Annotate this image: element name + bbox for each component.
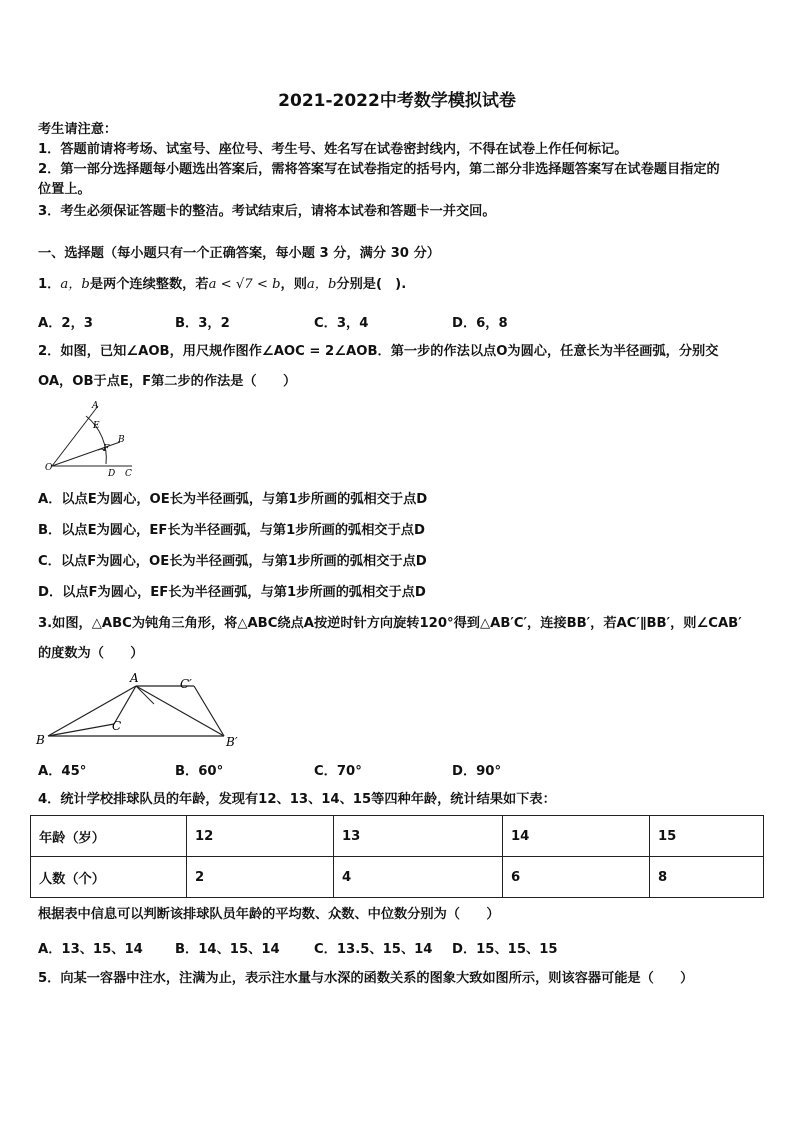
table-cell: 14 bbox=[503, 816, 650, 857]
notice-item: 2．第一部分选择题每小题选出答案后，需将答案写在试卷指定的括号内，第二部分非选择题答案写在试卷题目指定的 bbox=[38, 162, 720, 177]
figure-label: A bbox=[92, 401, 99, 411]
q4-option-d[interactable]: D．15、15、15 bbox=[452, 942, 558, 957]
q3-option-b[interactable]: B．60° bbox=[175, 764, 224, 779]
figure-label: F bbox=[103, 444, 110, 454]
q2-option-d[interactable]: D．以点F为圆心，EF长为半径画弧，与第1步所画的弧相交于点D bbox=[38, 585, 426, 600]
q4-option-b[interactable]: B．14、15、14 bbox=[175, 942, 280, 957]
notice-heading: 考生请注意： bbox=[38, 122, 118, 137]
q1-variables: a，b bbox=[306, 277, 337, 292]
q3-option-d[interactable]: D．90° bbox=[452, 764, 502, 779]
q3-text: 的度数为（ ） bbox=[38, 646, 144, 661]
q3-text: 3.如图，△ABC为钝角三角形，将△ABC绕点A按逆时针方向旋转120°得到△AB′C′，连接BB′，若AC′∥BB′，则∠CAB′ bbox=[38, 616, 742, 631]
q1-variables: a，b bbox=[60, 277, 90, 292]
q4-text: 根据表中信息可以判断该排球队员年龄的平均数、众数、中位数分别为（ ） bbox=[38, 907, 500, 922]
figure-label: C bbox=[112, 719, 122, 733]
figure-label: C′ bbox=[180, 677, 192, 691]
q1-text: ，则 bbox=[280, 277, 307, 292]
q2-figure bbox=[40, 398, 150, 480]
figure-label: C bbox=[125, 469, 132, 479]
notice-item: 1．答题前请将考场、试室号、座位号、考生号、姓名写在试卷密封线内，不得在试卷上作任何标记。 bbox=[38, 142, 628, 157]
q1-option-a[interactable]: A．2，3 bbox=[38, 316, 93, 331]
figure-label: B bbox=[36, 733, 45, 747]
figure-label: B′ bbox=[226, 735, 238, 749]
table-cell: 4 bbox=[334, 857, 503, 898]
table-cell: 6 bbox=[503, 857, 650, 898]
q2-option-a[interactable]: A．以点E为圆心，OE长为半径画弧，与第1步所画的弧相交于点D bbox=[38, 492, 428, 507]
q1-option-b[interactable]: B．3，2 bbox=[175, 316, 230, 331]
q2-text: OA，OB于点E，F第二步的作法是（ ） bbox=[38, 374, 297, 389]
table-cell: 12 bbox=[187, 816, 334, 857]
section-heading: 一、选择题（每小题只有一个正确答案，每小题 3 分，满分 30 分） bbox=[38, 246, 440, 261]
table-row bbox=[31, 857, 764, 898]
table-cell: 8 bbox=[650, 857, 764, 898]
q2-text: 2．如图，已知∠AOB，用尺规作图作∠AOC = 2∠AOB．第一步的作法以点O为圆心，任意长为半径画弧，分别交 bbox=[38, 344, 719, 359]
q2-option-b[interactable]: B．以点E为圆心，EF长为半径画弧，与第1步所画的弧相交于点D bbox=[38, 523, 425, 538]
table-cell: 人数（个） bbox=[31, 857, 187, 898]
q4-option-a[interactable]: A．13、15、14 bbox=[38, 942, 143, 957]
q3-option-a[interactable]: A．45° bbox=[38, 764, 87, 779]
table-cell: 13 bbox=[334, 816, 503, 857]
q3-option-c[interactable]: C．70° bbox=[314, 764, 362, 779]
figure-label: D bbox=[108, 469, 116, 479]
figure-label: O bbox=[45, 463, 53, 473]
table-cell: 15 bbox=[650, 816, 764, 857]
figure-label: E bbox=[93, 421, 100, 431]
q3-figure bbox=[34, 670, 244, 750]
q1-text: 分别是( ). bbox=[336, 277, 407, 292]
table-cell: 2 bbox=[187, 857, 334, 898]
q1-number: 1． bbox=[38, 277, 61, 292]
notice-item: 3．考生必须保证答题卡的整洁。考试结束后，请将本试卷和答题卡一并交回。 bbox=[38, 204, 496, 219]
q4-text: 4．统计学校排球队员的年龄，发现有12、13、14、15等四种年龄，统计结果如下表： bbox=[38, 792, 556, 807]
q1-option-d[interactable]: D．6，8 bbox=[452, 316, 508, 331]
page-title: 2021-2022中考数学模拟试卷 bbox=[278, 91, 516, 111]
figure-label: B bbox=[118, 435, 125, 445]
q1-inequality: a < √7 < b bbox=[208, 277, 281, 292]
q2-option-c[interactable]: C．以点F为圆心，OE长为半径画弧，与第1步所画的弧相交于点D bbox=[38, 554, 427, 569]
q1-option-c[interactable]: C．3，4 bbox=[314, 316, 369, 331]
question-1 bbox=[38, 275, 406, 295]
q1-text: 是两个连续整数，若 bbox=[89, 277, 209, 292]
notice-item: 位置上。 bbox=[38, 182, 91, 197]
q4-option-c[interactable]: C．13.5、15、14 bbox=[314, 942, 433, 957]
age-stats-table bbox=[30, 815, 764, 898]
table-row bbox=[31, 816, 764, 857]
q5-text: 5．向某一容器中注水，注满为止，表示注水量与水深的函数关系的图象大致如图所示，则该容器可能是（ ） bbox=[38, 971, 694, 986]
table-cell: 年龄（岁） bbox=[31, 816, 187, 857]
figure-label: A bbox=[130, 671, 139, 685]
